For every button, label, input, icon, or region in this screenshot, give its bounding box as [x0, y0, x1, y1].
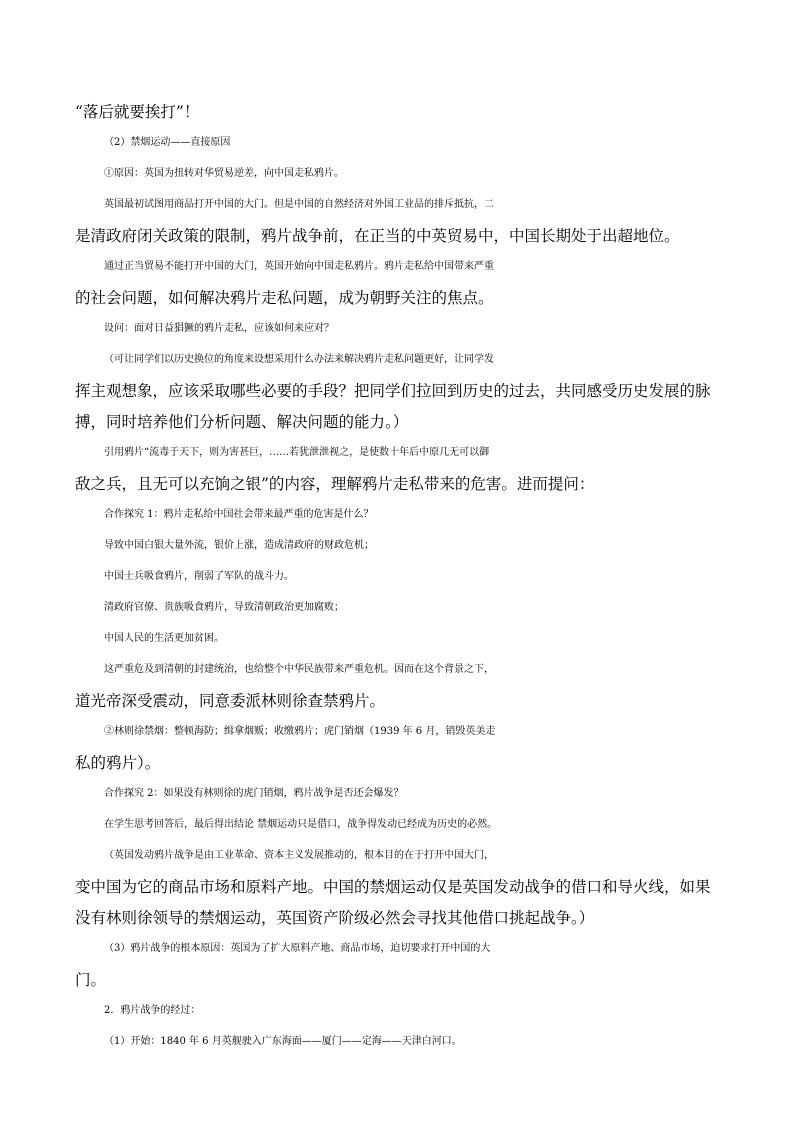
list-item: 导致中国白银大量外流，银价上涨，造成清政府的财政危机；: [104, 540, 374, 551]
text-line-22: 私的鸦片）。: [75, 754, 161, 772]
text-line-10: 挥主观想象，应该采取哪些必要的手段？把同学们拉回到历史的过去，共同感受历史发展的脉: [75, 382, 711, 400]
text-line-21: ②林则徐禁烟：整顿海防；缉拿烟贩；收缴鸦片；虎门销烟（1939 年 6 月，销毁英美走: [104, 726, 496, 737]
inquiry-1-heading: 合作探究 1：鸦片走私给中国社会带来最严重的危害是什么？: [104, 509, 374, 520]
text-line-19: 这严重危及到清朝的封建统治，也给整个中华民族带来严重危机。因而在这个背景之下，: [104, 664, 494, 675]
section-heading-root-cause: （3）鸦片战争的根本原因：英国为了扩大原料产地、商品市场，迫切要求打开中国的大: [104, 943, 491, 954]
list-item: 中国士兵吸食鸦片，削弱了军队的战斗力。: [104, 571, 294, 582]
text-line-9: （可让同学们以历史换位的角度来设想采用什么办法来解决鸦片走私问题更好，让同学发: [104, 354, 494, 365]
text-line-4: 英国最初试图用商品打开中国的大门。但是中国的自然经济对外国工业品的排斥抵抗，二: [104, 199, 494, 210]
text-line-29: 门。: [75, 971, 107, 989]
text-line-27: 没有林则徐领导的禁烟运动，英国资产阶级必然会寻找其他借口挑起战争。）: [75, 909, 595, 927]
text-line-5: 是清政府闭关政策的限制，鸦片战争前，在正当的中英贸易中，中国长期处于出超地位。: [75, 227, 680, 245]
list-item: 清政府官僚、贵族吸食鸦片，导致清朝政治更加腐败；: [104, 602, 344, 613]
text-line-26: 变中国为它的商品市场和原料产地。中国的禁烟运动仅是英国发动战争的借口和导火线，如果: [75, 878, 711, 896]
text-line-13: 敌之兵，且无可以充饷之银”的内容，理解鸦片走私带来的危害。进而提问：: [75, 475, 595, 493]
question-line: 设问：面对日益猖獗的鸦片走私，应该如何来应对？: [104, 323, 334, 334]
section-heading-course-of-war: 2．鸦片战争的经过：: [104, 1005, 201, 1016]
text-line-31: （1）开始：1840 年 6 月英舰驶入广东海面——厦门——定海——天津白河口。: [104, 1036, 462, 1047]
text-line-1: “落后就要挨打”！: [75, 103, 200, 121]
text-line-11: 搏，同时培养他们分析问题、解决问题的能力。）: [75, 413, 409, 431]
inquiry-2-heading: 合作探究 2：如果没有林则徐的虎门销烟，鸦片战争是否还会爆发？: [104, 788, 404, 799]
text-line-3: ①原因：英国为扭转对华贸易逆差，向中国走私鸦片。: [104, 168, 344, 179]
text-line-24: 在学生思考回答后，最后得出结论 禁烟运动只是借口，战争得发动已经成为历史的必然。: [104, 819, 498, 830]
section-heading-ban-opium: （2）禁烟运动——直接原因: [104, 137, 231, 148]
text-line-6: 通过正当贸易不能打开中国的大门，英国开始向中国走私鸦片。鸦片走私给中国带来严重: [104, 261, 494, 272]
list-item: 中国人民的生活更加贫困。: [104, 633, 224, 644]
text-line-25: （英国发动鸦片战争是由工业革命、资本主义发展推动的，根本目的在于打开中国大门，: [104, 850, 494, 861]
text-line-12: 引用鸦片“流毒于天下，则为害甚巨，……若犹泄泄视之，是使数十年后中原几无可以御: [104, 447, 490, 458]
text-line-7: 的社会问题，如何解决鸦片走私问题，成为朝野关注的焦点。: [75, 289, 494, 307]
text-line-20: 道光帝深受震动，同意委派林则徐查禁鸦片。: [75, 692, 386, 710]
